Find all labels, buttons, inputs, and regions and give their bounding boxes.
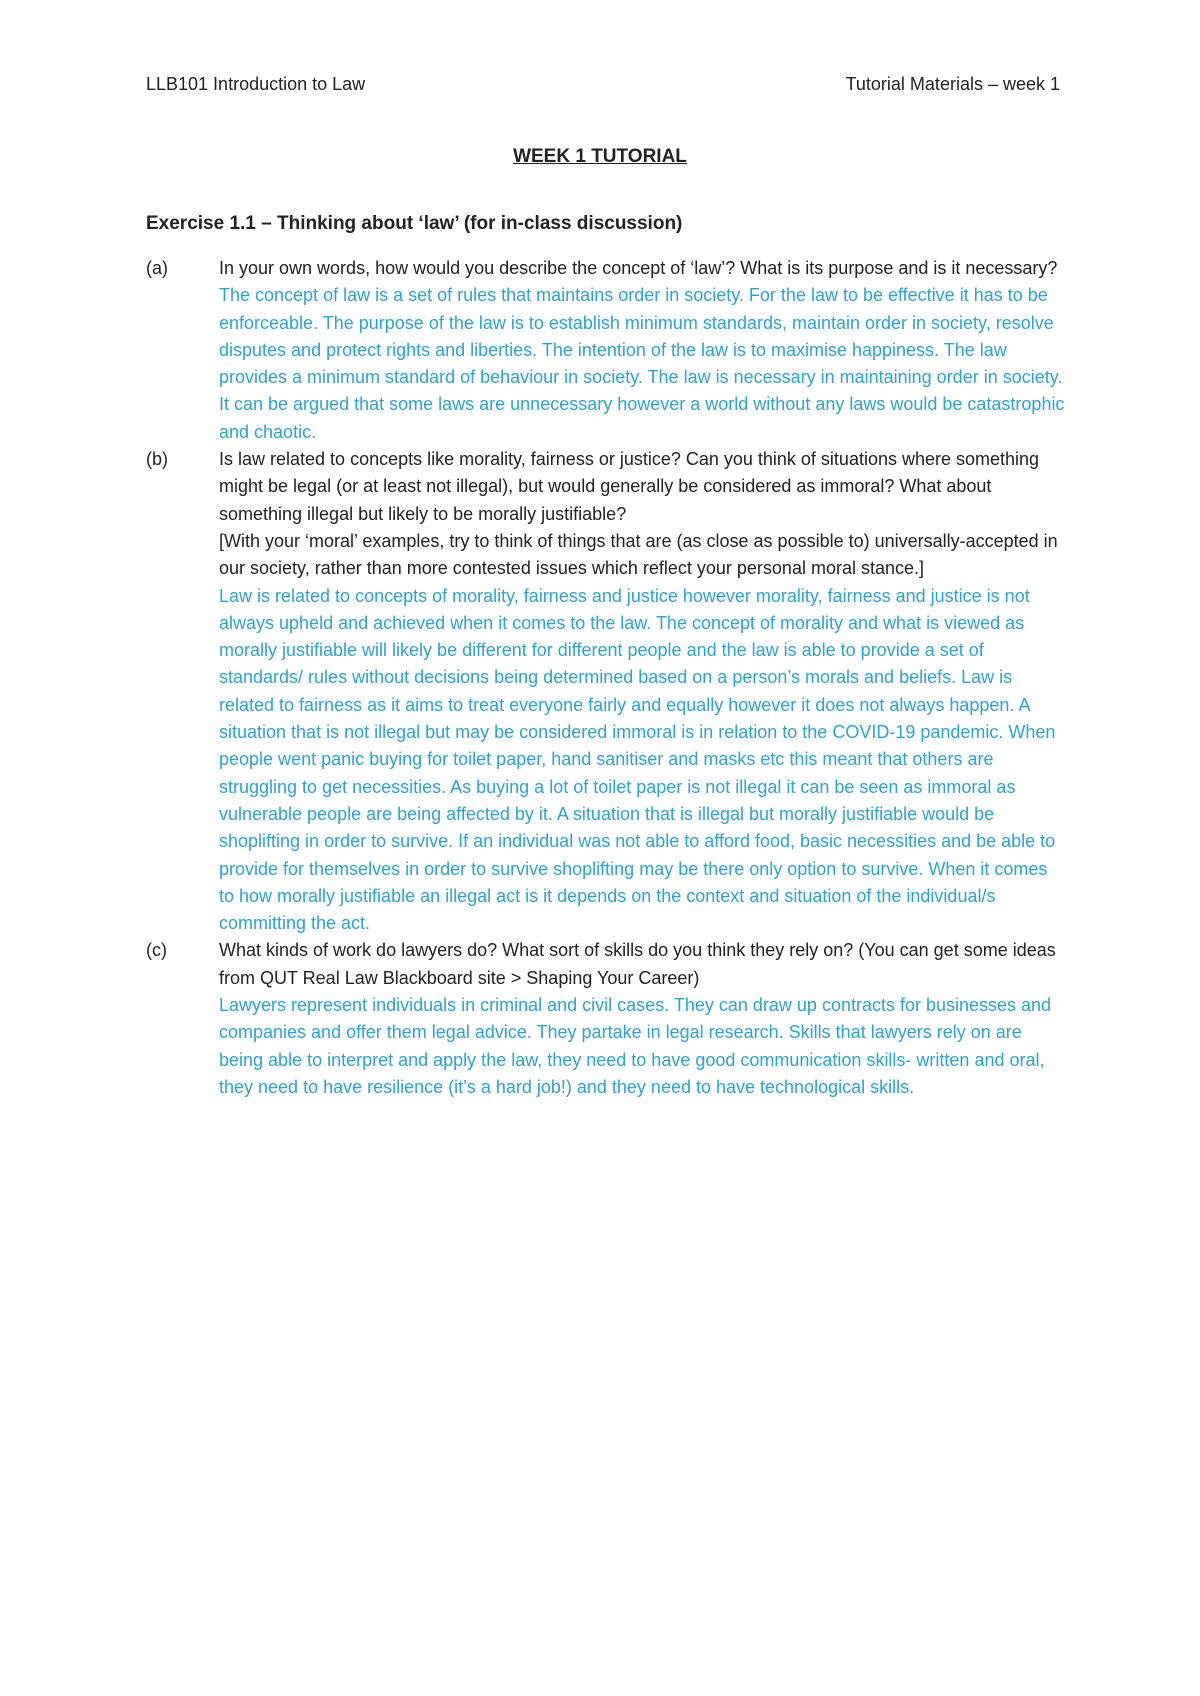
item-question: What kinds of work do lawyers do? What sort of skills do you think they rely on? (You can get some ideas from QUT Real Law Blackboard site > Shaping Your Career) — [219, 940, 1056, 988]
exercise-item-b — [146, 446, 1066, 937]
item-label: (c) — [146, 940, 167, 961]
item-answer: The concept of law is a set of rules that maintains order in society. For the law to be effective it has to be enforceable. The purpose of the law is to establish minimum standards, maintain order in society, resolve disputes and protect rights and liberties. The intention of the law is to maximise happiness. The law provides a minimum standard of behaviour in society. The law is necessary in maintaining order in society. It can be argued that some laws are unnecessary however a world without any laws would be catastrophic and chaotic. — [219, 285, 1065, 442]
exercise-item-a — [146, 255, 1066, 446]
page-header — [146, 74, 1060, 95]
exercise-heading: Exercise 1.1 – Thinking about ‘law’ (for in-class discussion) — [146, 213, 683, 234]
item-body — [219, 446, 1066, 937]
exercise-items — [146, 255, 1066, 1101]
item-label: (b) — [146, 449, 168, 470]
item-question: In your own words, how would you describe the concept of ‘law’? What is its purpose and is it necessary? — [219, 258, 1058, 278]
page-title: WEEK 1 TUTORIAL — [513, 146, 687, 167]
header-section: Tutorial Materials – week 1 — [845, 74, 1060, 94]
item-answer: Lawyers represent individuals in criminal and civil cases. They can draw up contracts for businesses and companies and offer them legal advice. They partake in legal research. Skills that lawyers rely on are being able to interpret and apply the law, they need to have good communication skills- written and oral, they need to have resilience (it’s a hard job!) and they need to have technological skills. — [219, 995, 1052, 1097]
item-label: (a) — [146, 258, 168, 278]
item-body — [219, 255, 1066, 446]
item-note: [With your ‘moral’ examples, try to think of things that are (as close as possible to) universally-accepted in our society, rather than more contested issues which reflect your personal moral stance.] — [219, 530, 1058, 579]
header-course: LLB101 Introduction to Law — [146, 74, 366, 94]
item-answer: Law is related to concepts of morality, fairness and justice however morality, fairness and justice is not always upheld and achieved when it comes to the law. The concept of morality and what is viewed as morally justifiable will likely be different for different people and the law is able to provide a set of standards/ rules without decisions being determined based on a person’s morals and beliefs. Law is related to fairness as it aims to treat everyone fairly and equally however it does not always happen. A situation that is not illegal but may be considered immoral is in relation to the COVID-19 pandemic. When people went panic buying for toilet paper, hand sanitiser and masks etc this meant that others are struggling to get necessities. As buying a lot of toilet paper is not illegal it can be seen as immoral as vulnerable people are being affected by it. A situation that is illegal but morally justifiable would be shoplifting in order to survive. If an individual was not able to afford food, basic necessities and be able to provide for themselves in order to survive shoplifting may be there only option to survive. When it comes to how morally justifiable an illegal act is it depends on the context and situation of the individual/s committing the act. — [219, 585, 1056, 934]
exercise-item-c — [146, 937, 1066, 1101]
item-question: Is law related to concepts like morality, fairness or justice? Can you think of situations where something might be legal (or at least not illegal), but would generally be considered as immoral? What about something illegal but likely to be morally justifiable? — [219, 449, 1040, 524]
item-body — [219, 937, 1066, 1101]
